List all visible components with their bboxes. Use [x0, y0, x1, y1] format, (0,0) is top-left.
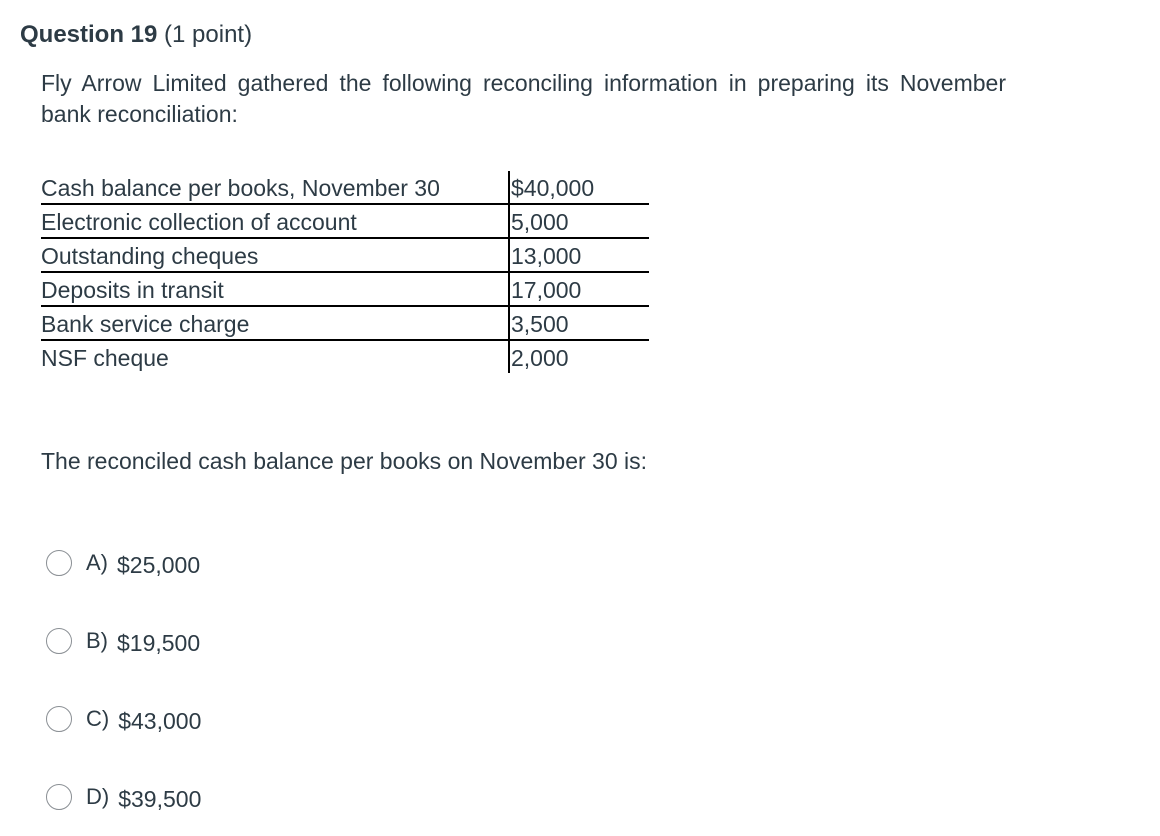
answer-option-c[interactable] — [46, 705, 201, 732]
answer-option-a[interactable] — [46, 549, 200, 576]
reconciliation-table — [41, 171, 649, 373]
table-row — [41, 306, 649, 340]
table-row — [41, 238, 649, 272]
answer-value: $43,000 — [118, 708, 202, 734]
question-title: Question 19 — [20, 21, 158, 48]
question-header — [20, 20, 252, 50]
radio-button-b[interactable] — [46, 628, 72, 654]
row-amount: 17,000 — [509, 272, 649, 306]
answer-option-d[interactable] — [46, 783, 201, 810]
radio-button-c[interactable] — [46, 706, 72, 732]
row-label: Cash balance per books, November 30 — [41, 171, 509, 204]
row-amount: $40,000 — [509, 171, 649, 204]
answer-value: $25,000 — [117, 552, 201, 578]
answer-letter: D) — [86, 783, 110, 809]
radio-button-a[interactable] — [46, 550, 72, 576]
answer-letter: A) — [86, 549, 108, 575]
answer-value: $39,500 — [118, 786, 202, 812]
row-label: Deposits in transit — [41, 272, 509, 306]
table-row — [41, 171, 649, 204]
table-row — [41, 272, 649, 306]
row-amount: 13,000 — [509, 238, 649, 272]
radio-button-d[interactable] — [46, 784, 72, 810]
row-label: Electronic collection of account — [41, 204, 509, 238]
row-amount: 3,500 — [509, 306, 649, 340]
answer-option-b[interactable] — [46, 627, 200, 654]
table-row — [41, 204, 649, 238]
row-label: NSF cheque — [41, 345, 169, 371]
question-points: (1 point) — [164, 21, 253, 48]
answer-value: $19,500 — [117, 630, 201, 656]
table-row — [41, 340, 649, 373]
answer-letter: C) — [86, 705, 110, 731]
row-label: Outstanding cheques — [41, 238, 509, 272]
question-intro: Fly Arrow Limited gathered the following reconciling information in preparing its November bank reconciliation: — [41, 70, 1006, 127]
question-prompt: The reconciled cash balance per books on November 30 is: — [41, 448, 648, 474]
row-amount: 2,000 — [509, 340, 649, 373]
row-amount: 5,000 — [509, 204, 649, 238]
answer-letter: B) — [86, 627, 108, 653]
row-label: Bank service charge — [41, 306, 509, 340]
